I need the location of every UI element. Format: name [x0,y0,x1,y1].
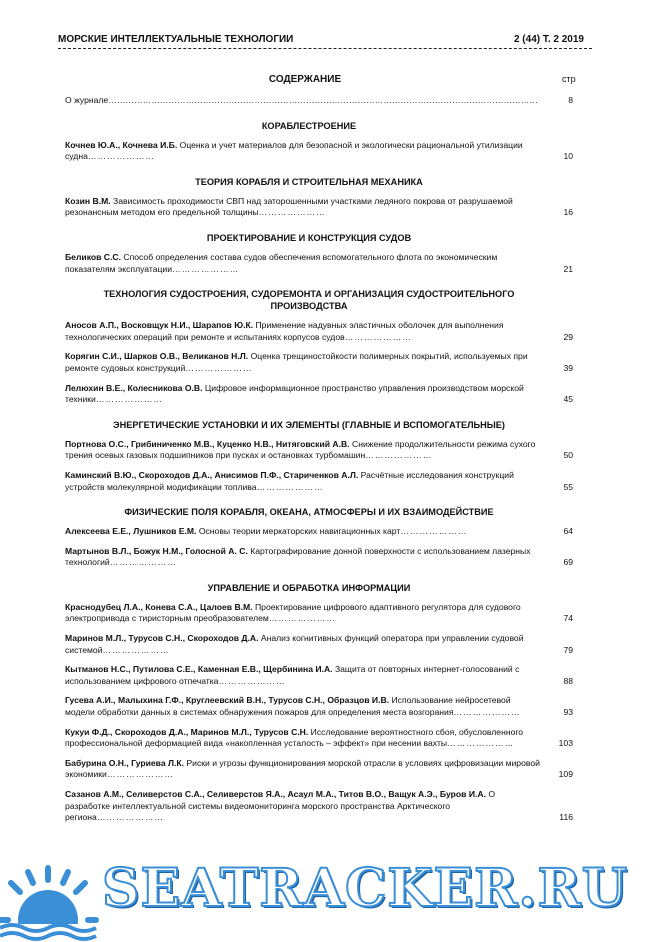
entry-page: 29 [563,331,573,342]
toc-entry[interactable]: Козин В.М. Зависимость проходимости СВП над заторошенными участками ледяного покрова от разрушаемой резонансным методом его предельной толщины………………… 16 [65,195,573,218]
toc-entry[interactable]: Корягин С.И., Шарков О.В., Великанов Н.Л. Оценка трещиностойкости полимерных покрытий, используемых при ремонте судовых конструкций………………… 39 [65,351,573,373]
entry-authors: Маринов М.Л., Турусов С.Н., Скороходов Д.А. [65,633,259,644]
entry-title: Исследование вероятностного сбоя, обусловленного профессиональной деформацией вида «накопленная усталость – эффект» при несении вахты [65,726,524,749]
journal-title: МОРСКИЕ ИНТЕЛЛЕКТУАЛЬНЫЕ ТЕХНОЛОГИИ [58,34,294,45]
entry-page: 64 [563,526,573,537]
watermark-text: SEATRACKER.RU [102,858,629,919]
entry-title: Оценка трещиностойкости полимерных покрытий, используемых при ремонте судовых конструкций [65,351,528,373]
entry-page: 50 [563,450,573,461]
entry-page: 16 [563,207,573,218]
entry-title: Использование нейросетевой модели обработки данных в системах обнаружения пожаров для определения места возгорания [65,695,511,718]
toc-entry[interactable]: Портнова О.С., Грибиниченко М.В., Куценко Н.В., Нитяговский А.В. Снижение продолжительности режима сухого трения осевых газовых подшипников при пусках и остановках турбомашин………………… 50 [65,438,573,461]
entry-title: Зависимость проходимости СВП над заторошенными участками ледяного покрова от разрушаемой резонансным методом его предельной толщины [65,195,513,218]
entry-title: Применение надувных эластичных оболочек для выполнения технологических операций при ремонте и испытаниях корпусов судов [65,320,504,342]
toc-entry[interactable]: Алексеева Е.Е., Лушников Е.М. Основы теории меркаторских навигационных карт………………… 64 [65,526,573,537]
toc-entry[interactable]: Маринов М.Л., Турусов С.Н., Скороходов Д.А. Анализ когнитивных функций оператора при управлении судовой системой………………… 79 [65,633,573,655]
toc-entry[interactable]: Мартынов В.Л., Божук Н.М., Голосной А. С. Картографирование донной поверхности с использованием лазерных технологий………………… 69 [65,545,573,568]
entry-title: Картографирование донной поверхности с использованием лазерных технологий [65,545,531,568]
entry-page: 79 [563,644,573,655]
entry-title: Основы теории меркаторских навигационных карт [198,526,401,537]
entry-title: Способ определения состава судов обеспечения вспомогательного флота по экономическим показателям эксплуатации [65,251,498,274]
toc-entry[interactable]: Аносов А.П., Восковщук Н.И., Шарапов Ю.К. Применение надувных эластичных оболочек для выполнения технологических операций при ремонте и испытаниях корпусов судов………………… 29 [65,320,573,342]
table-of-contents [65,95,583,832]
entry-page: 103 [558,738,573,749]
entry-title: Риски и угрозы функционирования морской отрасли в условиях цифровизации мировой экономики [65,757,540,780]
entry-authors: Сазанов А.М., Селиверстов С.А., Селиверстов Я.А., Асаул М.А., Титов В.О., Ващук А.Э., Буров И.А. [65,789,486,799]
toc-entry[interactable]: Каминский В.Ю., Скороходов Д.А., Анисимов П.Ф., Стариченков А.Л. Расчётные исследования конструкций устройств молекулярной модификации топлива………………… 55 [65,469,573,492]
toc-entry[interactable]: Кукуи Ф.Д., Скороходов Д.А., Маринов М.Л., Турусов С.Н. Исследование вероятностного сбоя, обусловленного профессиональной деформацией вида «накопленная усталость – эффект» при несении вахты………………… 103 [65,726,573,749]
toc-entry[interactable]: Краснодубец Л.А., Конева С.А., Цалоев В.М. Проектирование цифрового адаптивного регулятора для судового электропривода с тиристорным преобразователем………………… 74 [65,601,573,624]
entry-authors: Краснодубец Л.А., Конева С.А., Цалоев В.М. [65,601,253,612]
toc-entry[interactable]: Гусева А.И., Малыхина Г.Ф., Круглеевский В.Н., Турусов С.Н., Образцов И.В. Использование нейросетевой модели обработки данных в системах обнаружения пожаров для определения места возгорания………………… 93 [65,695,573,718]
entry-page: 39 [563,362,573,373]
section-heading: ФИЗИЧЕСКИЕ ПОЛЯ КОРАБЛЯ, ОКЕАНА, АТМОСФЕРЫ И ИХ ВЗАИМОДЕЙСТВИЕ [124,507,494,518]
entry-title: Анализ когнитивных функций оператора при управлении судовой системой [65,633,524,655]
section-heading: ТЕОРИЯ КОРАБЛЯ И СТРОИТЕЛЬНАЯ МЕХАНИКА [195,176,423,187]
entry-authors: Лелюхин В.Е., Колесникова О.В. [65,382,203,393]
entry-title: Оценка и учет материалов для безопасной и экологически рациональной утилизации судна [65,139,523,162]
entry-title: О разработке интеллектуальной системы видеомониторинга морского пространства Арктического региона [65,789,496,823]
entry-page: 93 [563,707,573,718]
section-heading: УПРАВЛЕНИЕ И ОБРАБОТКА ИНФОРМАЦИИ [207,582,411,593]
entry-authors: Гусева А.И., Малыхина Г.Ф., Круглеевский В.Н., Турусов С.Н., Образцов И.В. [65,695,390,706]
entry-authors: Аносов А.П., Восковщук Н.И., Шарапов Ю.К. [65,320,254,331]
entry-title: Цифровое информационное пространство управления производством морской техники [65,382,524,405]
toc-entry-about[interactable]: О журнале…………………………………………………………………………………………………………………………………… 8 [65,95,573,105]
entry-page: 8 [568,95,573,105]
entry-authors: Каминский В.Ю., Скороходов Д.А., Анисимов П.Ф., Стариченков А.Л. [65,469,359,480]
entry-authors: Алексеева Е.Е., Лушников Е.М. [65,526,197,537]
entry-authors: Бабурина О.Н., Гуриева Л.К. [65,757,185,768]
toc-title: СОДЕРЖАНИЕ [268,74,342,85]
toc-entry[interactable]: Кытманов Н.С., Путилова С.Е., Каменная Е.В., Щербинина И.А. Защита от повторных интернет-голосований с использованием цифрового отпечатка………………… 88 [65,664,573,686]
entry-title: Снижение продолжительности режима сухого трения осевых газовых подшипников при пусках и остановках турбомашин [65,438,536,461]
entry-authors: Козин В.М. [65,195,111,206]
section-heading: ЭНЕРГЕТИЧЕСКИЕ УСТАНОВКИ И ИХ ЭЛЕМЕНТЫ (ГЛАВНЫЕ И ВСПОМОГАТЕЛЬНЫЕ) [113,419,505,430]
entry-authors: Кытманов Н.С., Путилова С.Е., Каменная Е.В., Щербинина И.А. [65,664,333,675]
entry-title: Защита от повторных интернет-голосований с использованием цифрового отпечатка [65,664,520,686]
sun-icon [0,868,100,942]
toc-entry[interactable]: Кочнев Ю.А., Кочнева И.Б. Оценка и учет материалов для безопасной и экологически рациональной утилизации судна………………… 10 [65,139,573,162]
page-column-header: стр [562,74,576,84]
entry-title: Расчётные исследования конструкций устройств молекулярной модификации топлива [65,469,514,492]
entry-page: 69 [563,557,573,568]
toc-entry[interactable]: Лелюхин В.Е., Колесникова О.В. Цифровое информационное пространство управления производством морской техники………………… 45 [65,382,573,405]
entry-page: 116 [559,812,573,823]
entry-authors: Кукуи Ф.Д., Скороходов Д.А., Маринов М.Л., Турусов С.Н. [65,726,309,737]
entry-authors: Портнова О.С., Грибиниченко М.В., Куценко Н.В., Нитяговский А.В. [65,438,350,449]
entry-title: Проектирование цифрового адаптивного регулятора для судового электропривода с тиристорным преобразователем [65,601,521,624]
entry-page: 74 [563,613,573,624]
entry-authors: Мартынов В.Л., Божук Н.М., Голосной А. С. [65,545,248,556]
entry-authors: Корягин С.И., Шарков О.В., Великанов Н.Л. [65,351,249,362]
section-heading: ТЕХНОЛОГИЯ СУДОСТРОЕНИЯ, СУДОРЕМОНТА И ОРГАНИЗАЦИЯ СУДОСТРОИТЕЛЬНОГО ПРОИЗВОДСТВА [103,289,515,312]
entry-title: О журнале [65,95,109,105]
toc-entry[interactable]: Сазанов А.М., Селиверстов С.А., Селиверстов Я.А., Асаул М.А., Титов В.О., Ващук А.Э., Буров И.А. О разработке интеллектуальной системы видеомониторинга морского пространства Арктического региона………………… 116 [65,789,573,823]
issue-number: 2 (44) Т. 2 2019 [513,34,584,45]
section-heading: ПРОЕКТИРОВАНИЕ И КОНСТРУКЦИЯ СУДОВ [206,232,412,243]
running-header [58,34,592,49]
entry-page: 10 [563,151,573,162]
entry-authors: Кочнев Ю.А., Кочнева И.Б. [65,139,178,150]
toc-entry[interactable]: Беликов С.С. Способ определения состава судов обеспечения вспомогательного флота по экономическим показателям эксплуатации………………… 21 [65,251,573,274]
entry-authors: Беликов С.С. [65,251,121,262]
entry-page: 88 [563,675,573,686]
entry-page: 109 [558,769,573,780]
toc-entry[interactable]: Бабурина О.Н., Гуриева Л.К. Риски и угрозы функционирования морской отрасли в условиях цифровизации мировой экономики………………… 109 [65,757,573,780]
entry-page: 45 [563,394,573,405]
entry-page: 21 [563,263,573,274]
section-heading: КОРАБЛЕСТРОЕНИЕ [261,120,357,131]
entry-page: 55 [563,481,573,492]
